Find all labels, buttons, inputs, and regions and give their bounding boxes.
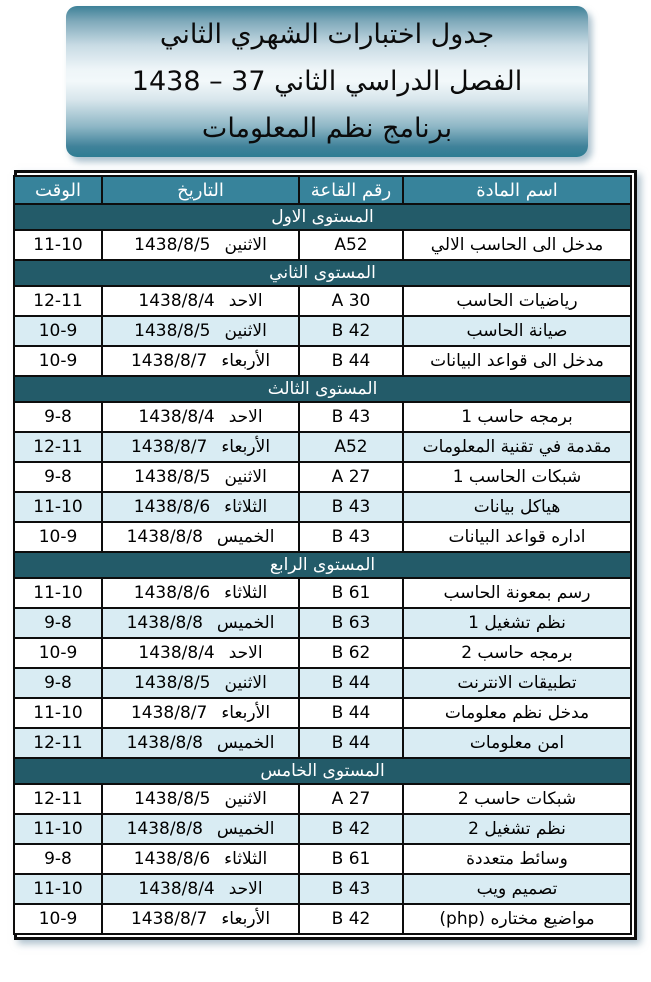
hijri-date: 1438/8/7 (130, 909, 208, 929)
day-name: الأربعاء (221, 909, 271, 929)
subject-cell: مدخل الى الحاسب الالي (403, 230, 631, 260)
room-cell: B 42 (299, 904, 403, 934)
subject-cell: شبكات الحاسب 1 (403, 462, 631, 492)
level-section-row (14, 376, 631, 402)
level-section-title: المستوى الرابع (14, 552, 631, 578)
date-cell (102, 286, 299, 316)
date-inner (103, 351, 298, 371)
exam-row (14, 638, 631, 668)
date-cell (102, 844, 299, 874)
hijri-date: 1438/8/8 (126, 613, 203, 633)
title-line-2: الفصل الدراسي الثاني 37 – 1438 (131, 66, 523, 97)
date-inner (103, 321, 298, 341)
subject-cell: مدخل الى قواعد البيانات (403, 346, 631, 376)
day-name: الاحد (228, 643, 263, 663)
exam-row (14, 522, 631, 552)
time-cell: 11-10 (14, 578, 102, 608)
room-cell: A52 (299, 432, 403, 462)
subject-cell: نظم تشغيل 2 (403, 814, 631, 844)
room-cell: B 43 (299, 874, 403, 904)
title-banner (66, 6, 588, 157)
date-inner (103, 819, 298, 839)
subject-cell: امن معلومات (403, 728, 631, 758)
day-name: الثلاثاء (224, 497, 268, 517)
room-cell: B 43 (299, 522, 403, 552)
exam-row (14, 230, 631, 260)
time-cell: 11-10 (14, 230, 102, 260)
exam-row (14, 578, 631, 608)
day-name: الخميس (216, 733, 275, 753)
day-name: الأربعاء (221, 703, 271, 723)
date-inner (103, 613, 298, 633)
day-name: الاثنين (224, 467, 267, 487)
exam-row (14, 462, 631, 492)
time-cell: 9-8 (14, 462, 102, 492)
date-inner (103, 291, 298, 311)
exam-row (14, 668, 631, 698)
hijri-date: 1438/8/5 (134, 467, 211, 487)
time-cell: 11-10 (14, 874, 102, 904)
exam-row (14, 346, 631, 376)
time-cell: 11-10 (14, 698, 102, 728)
date-cell (102, 608, 299, 638)
room-cell: B 61 (299, 578, 403, 608)
exam-row (14, 728, 631, 758)
title-line-3: برنامج نظم المعلومات (201, 113, 453, 144)
date-inner (103, 643, 298, 663)
level-section-title: المستوى الثالث (14, 376, 631, 402)
hijri-date: 1438/8/4 (138, 643, 215, 663)
hijri-date: 1438/8/7 (130, 703, 208, 723)
exam-row (14, 286, 631, 316)
exam-row (14, 698, 631, 728)
subject-cell: تصميم ويب (403, 874, 631, 904)
room-cell: A 27 (299, 462, 403, 492)
exam-row (14, 432, 631, 462)
time-cell: 9-8 (14, 608, 102, 638)
room-cell: B 62 (299, 638, 403, 668)
room-cell: B 44 (299, 728, 403, 758)
subject-cell: وسائط متعددة (403, 844, 631, 874)
hijri-date: 1438/8/4 (138, 879, 215, 899)
schedule-table (13, 175, 632, 935)
day-name: الاثنين (224, 673, 267, 693)
time-cell: 10-9 (14, 316, 102, 346)
time-cell: 11-10 (14, 492, 102, 522)
date-inner (103, 407, 298, 427)
date-inner (103, 527, 298, 547)
day-name: الثلاثاء (224, 849, 268, 869)
date-cell (102, 230, 299, 260)
date-cell (102, 728, 299, 758)
table-body (14, 204, 631, 934)
room-cell: B 44 (299, 698, 403, 728)
subject-cell: صيانة الحاسب (403, 316, 631, 346)
room-cell: B 42 (299, 814, 403, 844)
date-inner (103, 467, 298, 487)
date-inner (103, 849, 298, 869)
date-cell (102, 698, 299, 728)
date-cell (102, 814, 299, 844)
subject-cell: برمجه حاسب 2 (403, 638, 631, 668)
hijri-date: 1438/8/8 (126, 819, 203, 839)
table-header-row (14, 176, 631, 204)
level-section-row (14, 758, 631, 784)
exam-row (14, 844, 631, 874)
day-name: الأربعاء (221, 351, 271, 371)
hijri-date: 1438/8/7 (130, 351, 208, 371)
column-header-room: رقم القاعة (299, 176, 403, 204)
level-section-title: المستوى الثاني (14, 260, 631, 286)
level-section-title: المستوى الخامس (14, 758, 631, 784)
date-cell (102, 316, 299, 346)
room-cell: B 61 (299, 844, 403, 874)
room-cell: B 42 (299, 316, 403, 346)
subject-cell: تطبيقات الانترنت (403, 668, 631, 698)
time-cell: 12-11 (14, 728, 102, 758)
exam-row (14, 402, 631, 432)
column-header-time: الوقت (14, 176, 102, 204)
exam-schedule-table (14, 170, 637, 940)
level-section-row (14, 204, 631, 230)
day-name: الخميس (216, 613, 275, 633)
hijri-date: 1438/8/4 (138, 291, 215, 311)
date-inner (103, 789, 298, 809)
date-inner (103, 703, 298, 723)
date-cell (102, 492, 299, 522)
column-header-subject: اسم المادة (403, 176, 631, 204)
day-name: الاحد (228, 291, 263, 311)
room-cell: B 44 (299, 668, 403, 698)
time-cell: 10-9 (14, 904, 102, 934)
exam-row (14, 814, 631, 844)
date-inner (103, 235, 298, 255)
time-cell: 12-11 (14, 432, 102, 462)
exam-row (14, 874, 631, 904)
time-cell: 10-9 (14, 522, 102, 552)
room-cell: A 27 (299, 784, 403, 814)
hijri-date: 1438/8/6 (133, 849, 211, 869)
room-cell: B 43 (299, 492, 403, 522)
date-cell (102, 402, 299, 432)
room-cell: A 30 (299, 286, 403, 316)
hijri-date: 1438/8/7 (130, 437, 208, 457)
time-cell: 9-8 (14, 844, 102, 874)
date-inner (103, 497, 298, 517)
day-name: الاحد (228, 407, 263, 427)
date-cell (102, 462, 299, 492)
column-header-date: التاريخ (102, 176, 299, 204)
date-cell (102, 668, 299, 698)
room-cell: B 63 (299, 608, 403, 638)
subject-cell: مقدمة في تقنية المعلومات (403, 432, 631, 462)
hijri-date: 1438/8/5 (134, 789, 211, 809)
level-section-title: المستوى الاول (14, 204, 631, 230)
exam-row (14, 316, 631, 346)
day-name: الاثنين (224, 235, 267, 255)
time-cell: 10-9 (14, 346, 102, 376)
date-inner (103, 879, 298, 899)
subject-cell: هياكل بيانات (403, 492, 631, 522)
subject-cell: مواضيع مختاره (php) (403, 904, 631, 934)
subject-cell: برمجه حاسب 1 (403, 402, 631, 432)
date-inner (103, 583, 298, 603)
level-section-row (14, 552, 631, 578)
room-cell: B 43 (299, 402, 403, 432)
room-cell: B 44 (299, 346, 403, 376)
date-inner (103, 673, 298, 693)
hijri-date: 1438/8/4 (138, 407, 215, 427)
day-name: الخميس (216, 819, 275, 839)
day-name: الاثنين (224, 321, 267, 341)
date-inner (103, 437, 298, 457)
hijri-date: 1438/8/6 (133, 583, 211, 603)
hijri-date: 1438/8/5 (134, 321, 211, 341)
day-name: الثلاثاء (224, 583, 268, 603)
day-name: الاحد (228, 879, 263, 899)
time-cell: 12-11 (14, 286, 102, 316)
date-cell (102, 904, 299, 934)
subject-cell: شبكات حاسب 2 (403, 784, 631, 814)
date-cell (102, 578, 299, 608)
date-cell (102, 522, 299, 552)
hijri-date: 1438/8/8 (126, 527, 203, 547)
room-cell: A52 (299, 230, 403, 260)
date-inner (103, 733, 298, 753)
day-name: الخميس (216, 527, 275, 547)
exam-row (14, 492, 631, 522)
day-name: الاثنين (224, 789, 267, 809)
time-cell: 9-8 (14, 668, 102, 698)
subject-cell: نظم تشغيل 1 (403, 608, 631, 638)
level-section-row (14, 260, 631, 286)
subject-cell: اداره قواعد البيانات (403, 522, 631, 552)
day-name: الأربعاء (221, 437, 271, 457)
hijri-date: 1438/8/5 (134, 673, 211, 693)
time-cell: 11-10 (14, 814, 102, 844)
exam-row (14, 784, 631, 814)
subject-cell: مدخل نظم معلومات (403, 698, 631, 728)
date-cell (102, 784, 299, 814)
exam-row (14, 608, 631, 638)
time-cell: 10-9 (14, 638, 102, 668)
hijri-date: 1438/8/6 (133, 497, 211, 517)
hijri-date: 1438/8/8 (126, 733, 203, 753)
date-cell (102, 432, 299, 462)
subject-cell: رياضيات الحاسب (403, 286, 631, 316)
date-cell (102, 874, 299, 904)
time-cell: 12-11 (14, 784, 102, 814)
time-cell: 9-8 (14, 402, 102, 432)
date-cell (102, 346, 299, 376)
exam-row (14, 904, 631, 934)
date-inner (103, 909, 298, 929)
date-cell (102, 638, 299, 668)
title-line-1: جدول اختبارات الشهري الثاني (159, 19, 495, 50)
subject-cell: رسم بمعونة الحاسب (403, 578, 631, 608)
hijri-date: 1438/8/5 (134, 235, 211, 255)
